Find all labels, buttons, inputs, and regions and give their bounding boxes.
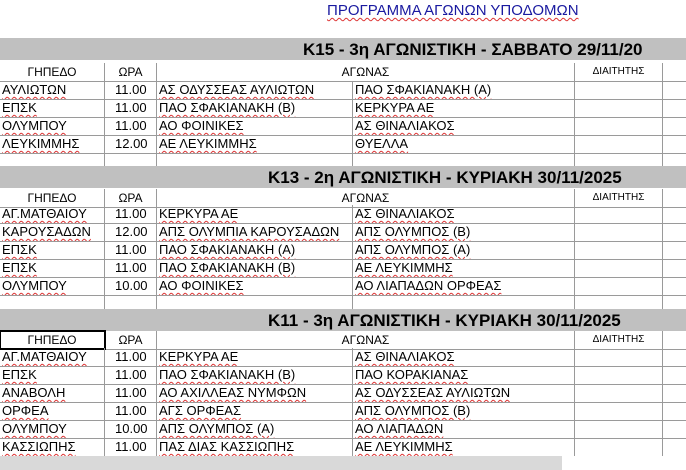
referee-cell[interactable]: [575, 205, 663, 223]
stadium-cell[interactable]: ΕΠΣΚ: [0, 99, 105, 117]
header-time[interactable]: ΩΡΑ: [105, 63, 157, 81]
stadium-cell[interactable]: ΟΡΦΕΑ: [0, 402, 105, 420]
table-row: [0, 366, 686, 385]
away-team-cell[interactable]: ΑΟ ΛΙΑΠΑΔΩΝ: [353, 420, 575, 438]
extra-cell[interactable]: [663, 223, 686, 241]
away-team-cell[interactable]: ΑΠΣ ΟΛΥΜΠΟΣ (Β): [353, 223, 575, 241]
referee-cell[interactable]: [575, 402, 663, 420]
stadium-cell[interactable]: ΕΠΣΚ: [0, 366, 105, 384]
time-cell[interactable]: 10.00: [105, 420, 157, 438]
header-stadium[interactable]: ΓΗΠΕΔΟ: [0, 331, 105, 349]
stadium-cell[interactable]: ΚΑΣΣΙΩΠΗΣ: [0, 438, 105, 456]
header-referee[interactable]: ΔΙΑΙΤΗΤΗΣ: [575, 189, 663, 207]
time-cell[interactable]: 11.00: [105, 241, 157, 259]
stadium-cell[interactable]: ΕΠΣΚ: [0, 241, 105, 259]
header-time[interactable]: ΩΡΑ: [105, 331, 157, 349]
time-cell[interactable]: 12.00: [105, 135, 157, 153]
referee-cell[interactable]: [575, 366, 663, 384]
home-team-cell[interactable]: ΑΣ ΟΔΥΣΣΕΑΣ ΑΥΛΙΩΤΩΝ: [157, 81, 353, 99]
stadium-cell[interactable]: ΑΥΛΙΩΤΩΝ: [0, 81, 105, 99]
time-cell[interactable]: 11.00: [105, 366, 157, 384]
header-match[interactable]: ΑΓΩΝΑΣ: [157, 331, 575, 349]
header-referee[interactable]: ΔΙΑΙΤΗΤΗΣ: [575, 331, 663, 349]
stadium-cell[interactable]: ΑΓ.ΜΑΤΘΑΙΟΥ: [0, 205, 105, 223]
extra-cell[interactable]: [663, 402, 686, 420]
header-match[interactable]: ΑΓΩΝΑΣ: [157, 189, 575, 207]
away-team-cell[interactable]: ΚΕΡΚΥΡΑ ΑΕ: [353, 99, 575, 117]
away-team-cell[interactable]: ΑΕ ΛΕΥΚΙΜΜΗΣ: [353, 259, 575, 277]
time-cell[interactable]: 11.00: [105, 438, 157, 456]
page-title: ΠΡΟΓΡΑΜΜΑ ΑΓΩΝΩΝ ΥΠΟΔΟΜΩΝ: [327, 2, 579, 19]
header-match[interactable]: ΑΓΩΝΑΣ: [157, 63, 575, 81]
header-time[interactable]: ΩΡΑ: [105, 189, 157, 207]
away-team-cell[interactable]: ΠΑΟ ΣΦΑΚΙΑΝΑΚΗ (Α): [353, 81, 575, 99]
table-row: [0, 223, 686, 242]
away-team-cell[interactable]: ΑΣ ΘΙΝΑΛΙΑΚΟΣ: [353, 205, 575, 223]
referee-cell[interactable]: [575, 438, 663, 456]
table-row: [0, 420, 686, 439]
extra-cell[interactable]: [663, 420, 686, 438]
extra-cell[interactable]: [663, 384, 686, 402]
referee-cell[interactable]: [575, 223, 663, 241]
time-cell[interactable]: 11.00: [105, 205, 157, 223]
section-1-heading: Κ15 - 3η ΑΓΩΝΙΣΤΙΚΗ - ΣΑΒΒΑΤΟ 29/11/20: [303, 40, 643, 59]
home-team-cell[interactable]: ΑΠΣ ΟΛΥΜΠΙΑ ΚΑΡΟΥΣΑΔΩΝ: [157, 223, 353, 241]
stadium-cell[interactable]: ΑΓ.ΜΑΤΘΑΙΟΥ: [0, 348, 105, 366]
referee-cell[interactable]: [575, 420, 663, 438]
extra-cell[interactable]: [663, 81, 686, 99]
extra-cell[interactable]: [663, 259, 686, 277]
stadium-cell[interactable]: ΟΛΥΜΠΟΥ: [0, 277, 105, 295]
time-cell[interactable]: 11.00: [105, 81, 157, 99]
header-stadium[interactable]: ΓΗΠΕΔΟ: [0, 189, 105, 207]
section-3-band[interactable]: [0, 309, 686, 331]
time-cell[interactable]: 11.00: [105, 99, 157, 117]
time-cell[interactable]: 11.00: [105, 348, 157, 366]
extra-cell[interactable]: [663, 348, 686, 366]
away-team-cell[interactable]: ΑΠΣ ΟΛΥΜΠΟΣ (Α): [353, 241, 575, 259]
table-row: [0, 117, 686, 136]
stadium-cell[interactable]: ΕΠΣΚ: [0, 259, 105, 277]
partial-band[interactable]: [0, 456, 562, 470]
referee-cell[interactable]: [575, 348, 663, 366]
section-2-band[interactable]: [0, 166, 686, 188]
header-referee[interactable]: ΔΙΑΙΤΗΤΗΣ: [575, 63, 663, 81]
section-1-header-row: [0, 63, 686, 82]
table-row: [0, 99, 686, 118]
home-team-cell[interactable]: ΠΑΟ ΣΦΑΚΙΑΝΑΚΗ (Α): [157, 241, 353, 259]
stadium-cell[interactable]: ΛΕΥΚΙΜΜΗΣ: [0, 135, 105, 153]
away-team-cell[interactable]: ΑΣ ΟΔΥΣΣΕΑΣ ΑΥΛΙΩΤΩΝ: [353, 384, 575, 402]
extra-cell[interactable]: [663, 277, 686, 295]
home-team-cell[interactable]: ΠΑΣ ΔΙΑΣ ΚΑΣΣΙΩΠΗΣ: [157, 438, 353, 456]
home-team-cell[interactable]: ΑΓΣ ΟΡΦΕΑΣ: [157, 402, 353, 420]
home-team-cell[interactable]: ΑΟ ΦΟΙΝΙΚΕΣ: [157, 117, 353, 135]
home-team-cell[interactable]: ΠΑΟ ΣΦΑΚΙΑΝΑΚΗ (Β): [157, 366, 353, 384]
referee-cell[interactable]: [575, 259, 663, 277]
away-team-cell[interactable]: ΑΠΣ ΟΛΥΜΠΟΣ (Β): [353, 402, 575, 420]
extra-cell[interactable]: [663, 205, 686, 223]
home-team-cell[interactable]: ΠΑΟ ΣΦΑΚΙΑΝΑΚΗ (Β): [157, 99, 353, 117]
table-row: [0, 205, 686, 224]
away-team-cell[interactable]: ΠΑΟ ΚΟΡΑΚΙΑΝΑΣ: [353, 366, 575, 384]
table-row: [0, 259, 686, 278]
referee-cell[interactable]: [575, 277, 663, 295]
section-1-band[interactable]: [0, 38, 686, 60]
stadium-cell[interactable]: ΟΛΥΜΠΟΥ: [0, 420, 105, 438]
home-team-cell[interactable]: ΑΟ ΑΧΙΛΛΕΑΣ ΝΥΜΦΩΝ: [157, 384, 353, 402]
time-cell[interactable]: 11.00: [105, 259, 157, 277]
table-row: [0, 384, 686, 403]
bottom-partial-row: [0, 456, 686, 470]
referee-cell[interactable]: [575, 384, 663, 402]
away-team-cell[interactable]: ΑΣ ΘΙΝΑΛΙΑΚΟΣ: [353, 348, 575, 366]
table-row: [0, 402, 686, 421]
time-cell[interactable]: 11.00: [105, 384, 157, 402]
header-extra[interactable]: [663, 63, 686, 81]
referee-cell[interactable]: [575, 135, 663, 153]
table-row: [0, 277, 686, 296]
home-team-cell[interactable]: ΑΟ ΦΟΙΝΙΚΕΣ: [157, 277, 353, 295]
home-team-cell[interactable]: ΑΕ ΛΕΥΚΙΜΜΗΣ: [157, 135, 353, 153]
table-row: [0, 81, 686, 100]
away-team-cell[interactable]: ΑΕ ΛΕΥΚΙΜΜΗΣ: [353, 438, 575, 456]
table-row: [0, 135, 686, 154]
table-row: [0, 438, 686, 457]
time-cell[interactable]: 11.00: [105, 402, 157, 420]
extra-cell[interactable]: [663, 117, 686, 135]
extra-cell[interactable]: [663, 438, 686, 456]
away-team-cell[interactable]: ΘΥΕΛΛΑ: [353, 135, 575, 153]
header-stadium[interactable]: ΓΗΠΕΔΟ: [0, 63, 105, 81]
section-3-heading: Κ11 - 3η ΑΓΩΝΙΣΤΙΚΗ - ΚΥΡΙΑΚΗ 30/11/2025: [268, 311, 621, 330]
table-row: [0, 241, 686, 260]
home-team-cell[interactable]: ΚΕΡΚΥΡΑ ΑΕ: [157, 205, 353, 223]
time-cell[interactable]: 12.00: [105, 223, 157, 241]
table-row: [0, 348, 686, 367]
home-team-cell[interactable]: ΚΕΡΚΥΡΑ ΑΕ: [157, 348, 353, 366]
home-team-cell[interactable]: ΑΠΣ ΟΛΥΜΠΟΣ (Α): [157, 420, 353, 438]
home-team-cell[interactable]: ΠΑΟ ΣΦΑΚΙΑΝΑΚΗ (Β): [157, 259, 353, 277]
extra-cell[interactable]: [663, 99, 686, 117]
referee-cell[interactable]: [575, 81, 663, 99]
section-2-heading: Κ13 - 2η ΑΓΩΝΙΣΤΙΚΗ - ΚΥΡΙΑΚΗ 30/11/2025: [268, 168, 622, 187]
away-team-cell[interactable]: ΑΣ ΘΙΝΑΛΙΑΚΟΣ: [353, 117, 575, 135]
stadium-cell[interactable]: ΚΑΡΟΥΣΑΔΩΝ: [0, 223, 105, 241]
stadium-cell[interactable]: ΑΝΑΒΟΛΗ: [0, 384, 105, 402]
referee-cell[interactable]: [575, 241, 663, 259]
away-team-cell[interactable]: ΑΟ ΛΙΑΠΑΔΩΝ ΟΡΦΕΑΣ: [353, 277, 575, 295]
header-extra[interactable]: [663, 331, 686, 349]
referee-cell[interactable]: [575, 99, 663, 117]
time-cell[interactable]: 11.00: [105, 117, 157, 135]
extra-cell[interactable]: [663, 366, 686, 384]
extra-cell[interactable]: [663, 241, 686, 259]
extra-cell[interactable]: [663, 135, 686, 153]
time-cell[interactable]: 10.00: [105, 277, 157, 295]
referee-cell[interactable]: [575, 117, 663, 135]
stadium-cell[interactable]: ΟΛΥΜΠΟΥ: [0, 117, 105, 135]
